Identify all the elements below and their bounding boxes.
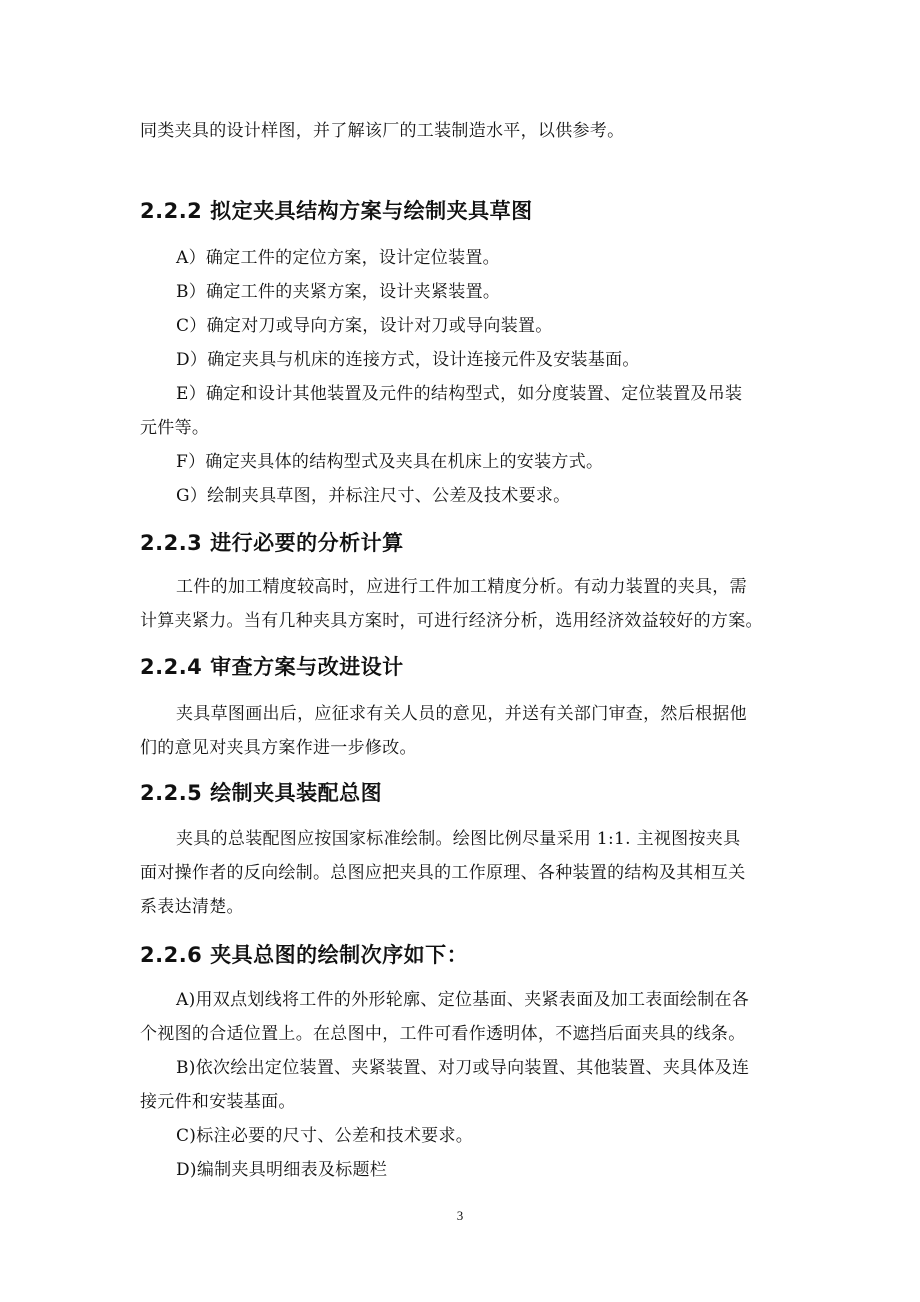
paragraph-line: 夹具的总装配图应按国家标准绘制。绘图比例尽量采用 1:1. 主视图按夹具	[176, 829, 741, 849]
paragraph-line: C)标注必要的尺寸、公差和技术要求。	[176, 1126, 474, 1146]
section-2-2-2-list	[140, 241, 790, 513]
heading-2-2-3: 2.2.3 进行必要的分析计算	[140, 531, 404, 555]
paragraph-line: 系表达清楚。	[140, 897, 244, 917]
paragraph-line: 夹具草图画出后，应征求有关人员的意见，并送有关部门审查，然后根据他	[176, 704, 747, 724]
paragraph-line: 面对操作者的反向绘制。总图应把夹具的工作原理、各种装置的结构及其相互关	[140, 863, 746, 883]
intro-paragraph	[140, 114, 790, 148]
section-2-2-5-paragraph	[140, 822, 790, 924]
section-2-2-4-paragraph	[140, 697, 790, 765]
list-item: B）确定工件的夹紧方案，设计夹紧装置。	[176, 282, 501, 302]
list-item: A）确定工件的定位方案，设计定位装置。	[176, 248, 500, 268]
section-2-2-3-paragraph	[140, 570, 790, 638]
paragraph-line: D)编制夹具明细表及标题栏	[176, 1160, 388, 1180]
paragraph-line: 个视图的合适位置上。在总图中，工件可看作透明体，不遮挡后面夹具的线条。	[140, 1024, 746, 1044]
list-item: E）确定和设计其他装置及元件的结构型式，如分度装置、定位装置及吊装	[176, 384, 743, 404]
paragraph-line: 计算夹紧力。当有几种夹具方案时，可进行经济分析，选用经济效益较好的方案。	[140, 611, 763, 631]
heading-2-2-4: 2.2.4 审查方案与改进设计	[140, 655, 404, 679]
list-item-continuation: 元件等。	[140, 418, 210, 438]
page-number: 3	[456, 1208, 464, 1223]
section-2-2-6-paragraph	[140, 983, 790, 1187]
list-item: C）确定对刀或导向方案，设计对刀或导向装置。	[176, 316, 553, 336]
heading-2-2-6: 2.2.6 夹具总图的绘制次序如下：	[140, 943, 469, 967]
heading-2-2-5: 2.2.5 绘制夹具装配总图	[140, 781, 383, 805]
paragraph-line: B)依次绘出定位装置、夹紧装置、对刀或导向装置、其他装置、夹具体及连	[176, 1058, 750, 1078]
paragraph-line: 接元件和安装基面。	[140, 1092, 296, 1112]
paragraph-line: 工件的加工精度较高时，应进行工件加工精度分析。有动力装置的夹具，需	[176, 577, 747, 597]
list-item: F）确定夹具体的结构型式及夹具在机床上的安装方式。	[176, 452, 604, 472]
paragraph-line: A)用双点划线将工件的外形轮廓、定位基面、夹紧表面及加工表面绘制在各	[176, 990, 750, 1010]
list-item: G）绘制夹具草图，并标注尺寸、公差及技术要求。	[176, 486, 571, 506]
heading-2-2-2: 2.2.2 拟定夹具结构方案与绘制夹具草图	[140, 199, 533, 223]
intro-line: 同类夹具的设计样图，并了解该厂的工装制造水平，以供参考。	[140, 121, 625, 141]
list-item: D）确定夹具与机床的连接方式，设计连接元件及安装基面。	[176, 350, 640, 370]
paragraph-line: 们的意见对夹具方案作进一步修改。	[140, 738, 417, 758]
